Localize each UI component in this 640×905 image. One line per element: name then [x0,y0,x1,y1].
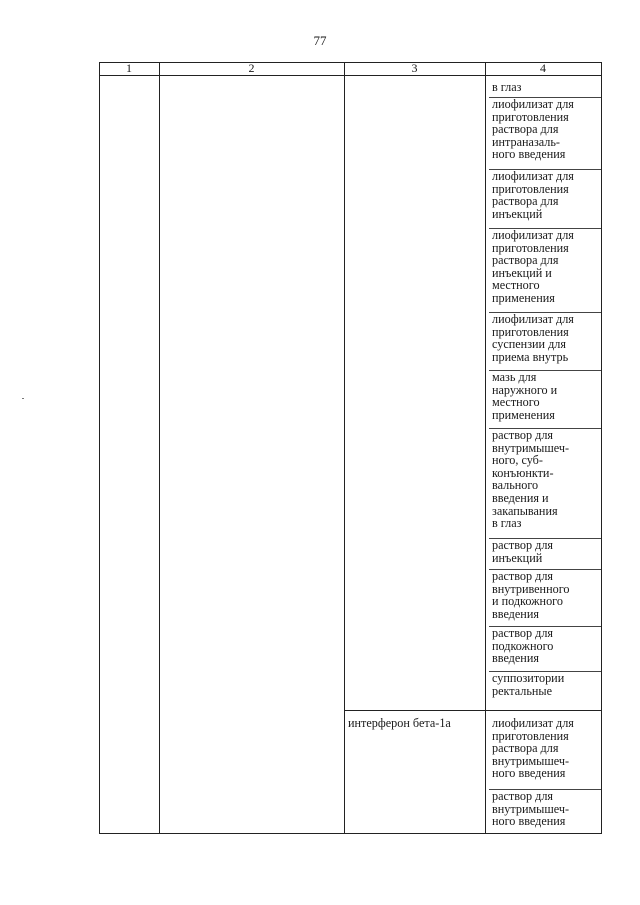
drug-table [99,62,602,834]
dosage-form-entry: раствор для инъекций [489,538,601,564]
row-divider [344,710,602,711]
table-border-bottom [99,833,602,834]
column-number-2: 2 [248,61,255,75]
dosage-form-entry: лиофилизат для приготовления раствора для инъекций и местного применения [489,228,601,305]
dosage-form-entry: раствор для внутримышеч- ного, суб- конъюнкти- вального введения и закапывания в глаз [489,428,601,530]
column-number-1: 1 [126,61,132,75]
dosage-form-entry: раствор для внутривенного и подкожного введения [489,569,601,620]
dosage-form-entry: мазь для наружного и местного применения [489,370,601,421]
table-border-left [99,62,100,834]
column-number-4: 4 [540,61,546,75]
scan-speck [22,398,24,399]
dosage-form-entry: лиофилизат для приготовления раствора для интраназаль- ного введения [489,97,601,161]
page-number: 77 [313,33,327,48]
dosage-form-entry: лиофилизат для приготовления раствора для инъекций [489,169,601,220]
table-border-right [601,62,602,834]
dosage-form-entry: раствор для подкожного введения [489,626,601,665]
header-divider [99,75,602,76]
column-number-3: 3 [411,61,418,75]
dosage-form-entry: суппозитории ректальные [489,671,601,697]
column-divider-1 [159,62,160,834]
dosage-form-entry: лиофилизат для приготовления суспензии для приема внутрь [489,312,601,363]
drug-name-cell: интерферон бета-1а [348,716,451,730]
dosage-form-entry: лиофилизат для приготовления раствора для внутримышеч- ного введения [492,716,574,781]
dosage-form-entry: раствор для внутримышеч- ного введения [489,789,601,828]
dosage-form-entry: в глаз [492,80,522,94]
